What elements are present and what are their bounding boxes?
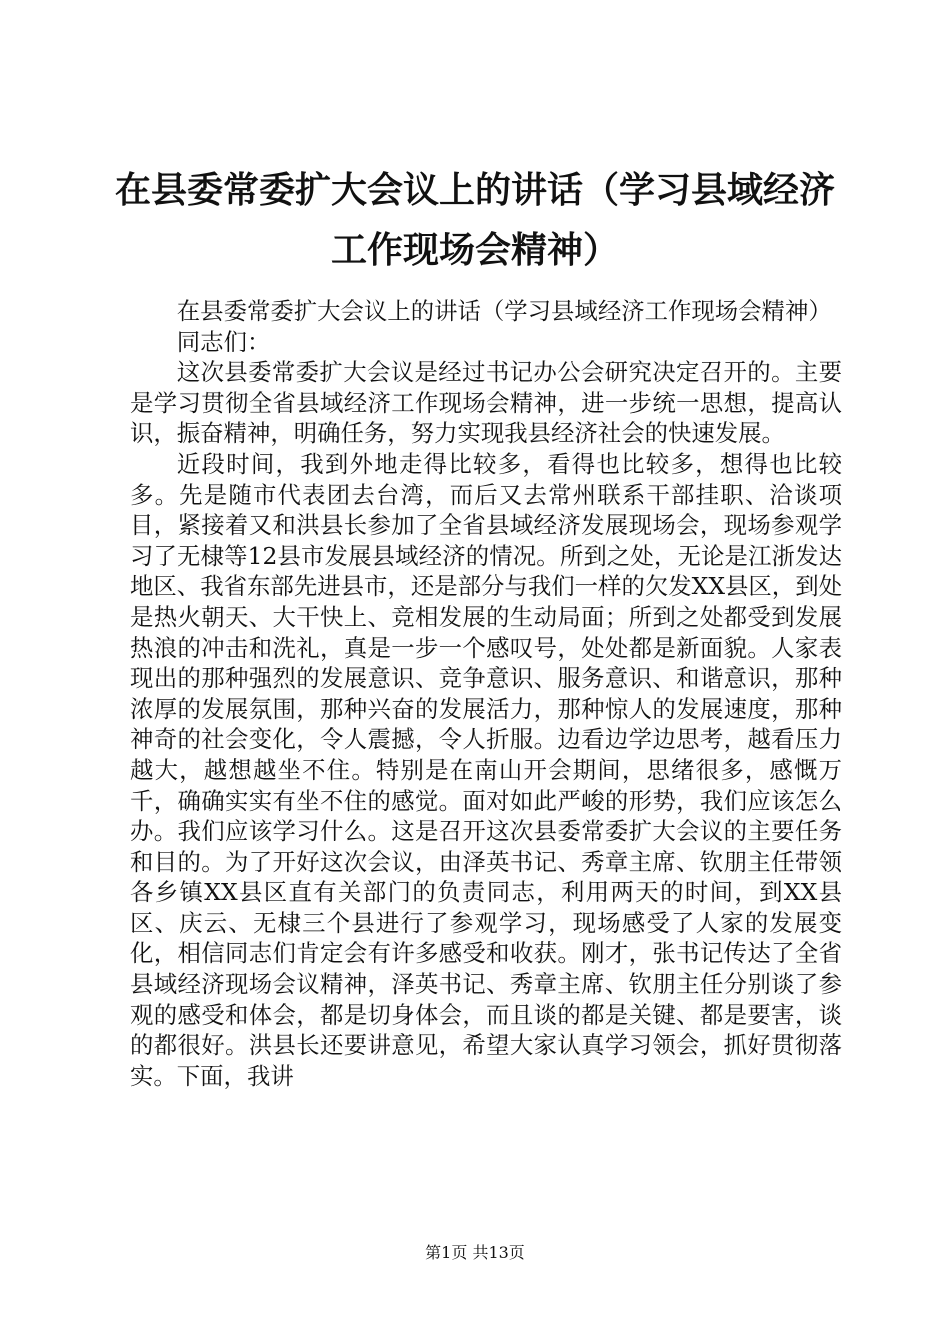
body-paragraph: 近段时间，我到外地走得比较多，看得也比较多，想得也比较多。先是随市代表团去台湾，而后又去常州联系干部挂职、洽谈项目，紧接着又和洪县长参加了全省县域经济发展现场会，现场参观学习了无棣等12县市发展县域经济的情况。所到之处，无论是江浙发达地区、我省东部先进县市，还是部分与我们一样的欠发XX县区，到处是热火朝天、大干快上、竞相发展的生动局面；所到之处都受到发展热浪的冲击和洗礼，真是一步一个感叹号，处处都是新面貌。人家表现出的那种强烈的发展意识、竞争意识、服务意识、和谐意识，那种浓厚的发展氛围，那种兴奋的发展活力，那种惊人的发展速度，那种神奇的社会变化，令人震撼，令人折服。边看边学边思考，越看压力越大，越想越坐不住。特别是在南山开会期间，思绪很多，感慨万千，确确实实有坐不住的感觉。面对如此严峻的形势，我们应该怎么办。我们应该学习什么。这是召开这次县委常委扩大会议的主要任务和目的。为了开好这次会议，由泽英书记、秀章主席、钦朋主任带领各乡镇XX县区直有关部门的负责同志，利用两天的时间，到XX县区、庆云、无棣三个县进行了参观学习，现场感受了人家的发展变化，相信同志们肯定会有许多感受和收获。刚才，张书记传达了全省县域经济现场会议精神，泽英书记、秀章主席、钦朋主任分别谈了参观的感受和体会，都是切身体会，而且谈的都是关键、都是要害，谈的都很好。洪县长还要讲意见，希望大家认真学习领会，抓好贯彻落实。下面，我讲 (130, 449, 842, 1090)
body-paragraph: 这次县委常委扩大会议是经过书记办公会研究决定召开的。主要是学习贯彻全省县域经济工作现场会精神，进一步统一思想，提高认识，振奋精神，明确任务，努力实现我县经济社会的快速发展。 (130, 358, 842, 448)
document-body (130, 296, 842, 1091)
page-footer: 第1页 共13页 (425, 1243, 525, 1262)
subtitle-paragraph: 在县委常委扩大会议上的讲话（学习县域经济工作现场会精神） (176, 297, 832, 325)
salutation-paragraph: 同志们： (176, 327, 271, 356)
document-title: 在县委常委扩大会议上的讲话（学习县域经济工作现场会精神） (114, 169, 835, 271)
